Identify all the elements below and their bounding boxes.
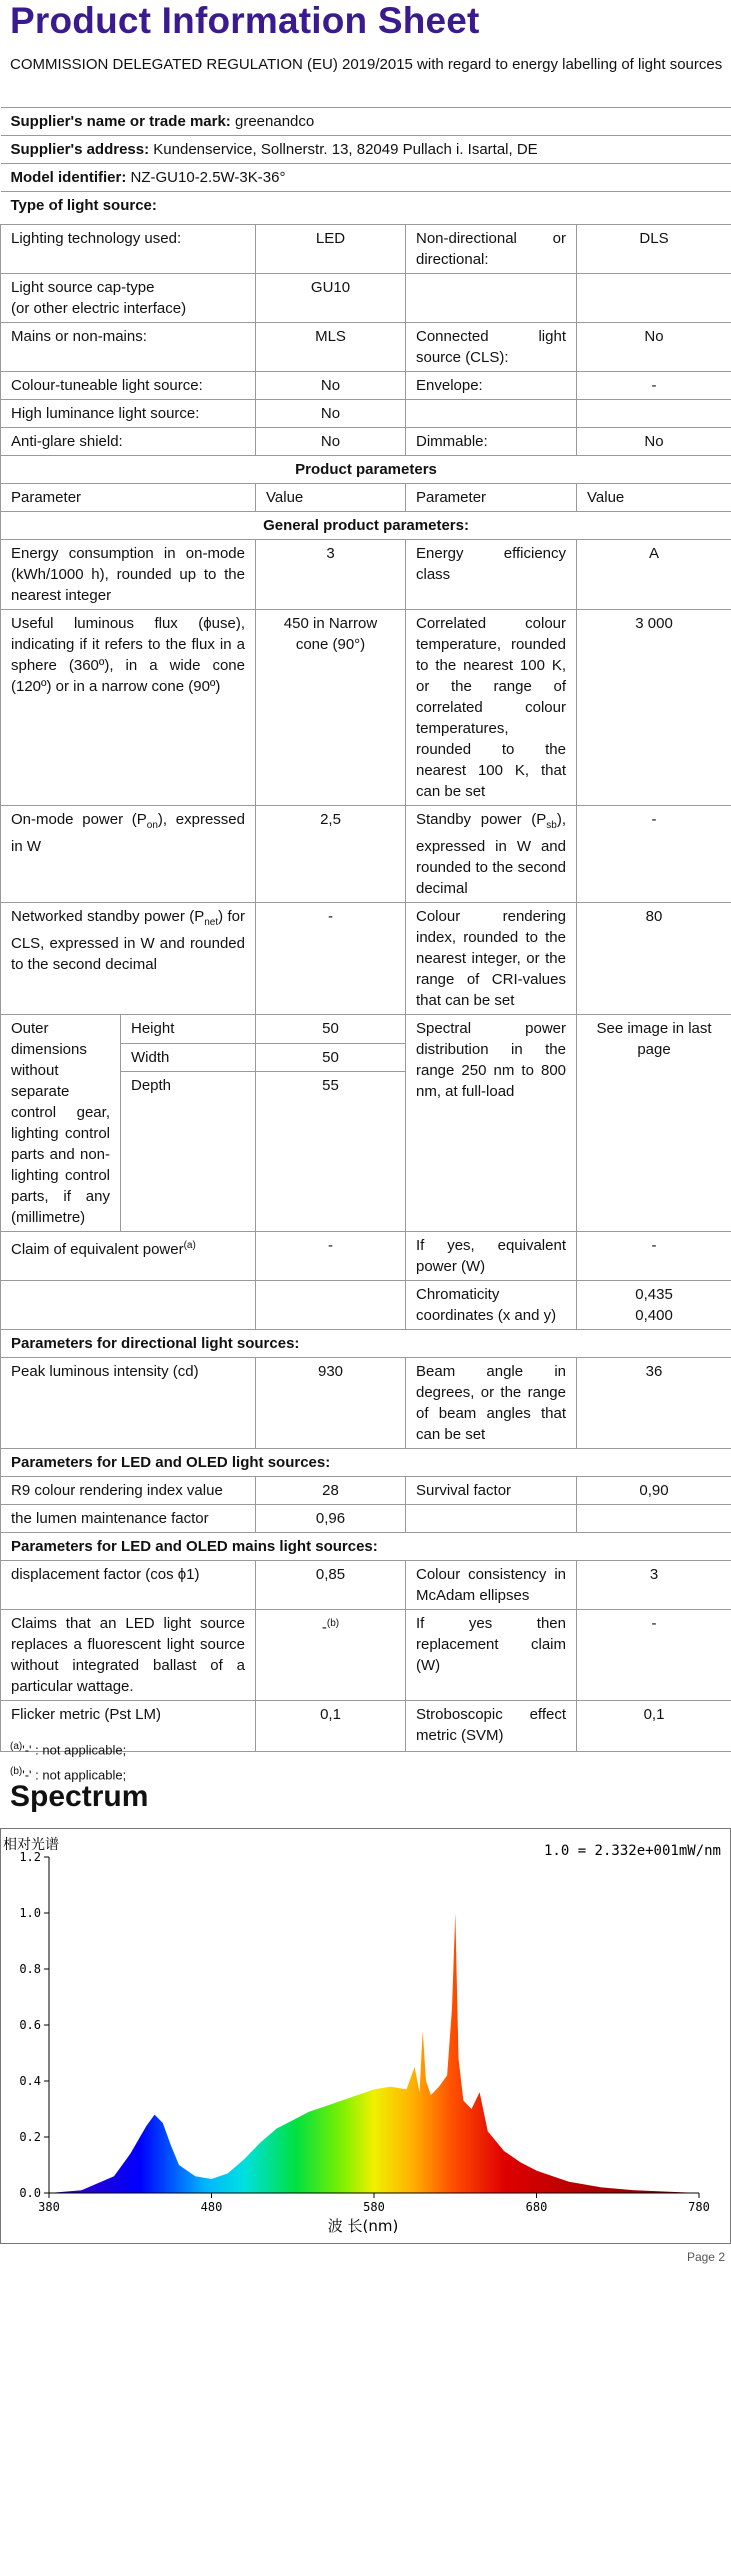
directional-heading: Parameters for directional light sources: (1, 1330, 731, 1358)
cap-value: GU10 (256, 274, 406, 323)
spectrum-heading: Spectrum (10, 1780, 149, 1813)
row-r9 (1, 1477, 731, 1505)
cct-value: 3 000 (577, 610, 731, 806)
supplier-name-label: Supplier's name or trade mark: (10, 113, 231, 130)
fluorescent-claim-label: Claims that an LED light source replaces a fluorescent light source without integrated ballast of a particular wattage. (1, 1610, 256, 1701)
mains-value: MLS (256, 323, 406, 372)
high-luminance-label: High luminance light source: (1, 400, 256, 428)
displacement-factor-value: 0,85 (256, 1561, 406, 1610)
product-parameters-heading: Product parameters (1, 456, 731, 484)
mains-label: Mains or non-mains: (1, 323, 256, 372)
chromaticity-label: Chromaticity coordinates (x and y) (406, 1281, 577, 1330)
on-mode-power-value: 2,5 (256, 806, 406, 903)
equivalent-watt-label: If yes, equivalent power (W) (406, 1232, 577, 1281)
model-identifier-value: NZ-GU10-2.5W-3K-36° (130, 169, 286, 186)
r9-value: 28 (256, 1477, 406, 1505)
tuneable-label: Colour-tuneable light source: (1, 372, 256, 400)
x-tick-label: 380 (38, 2200, 60, 2214)
cap-label: Light source cap-type (11, 279, 155, 296)
x-tick-label: 780 (688, 2200, 710, 2214)
survival-factor-value: 0,90 (577, 1477, 731, 1505)
lumen-maintenance-value: 0,96 (256, 1505, 406, 1533)
cls-label: Connected light source (CLS): (406, 323, 577, 372)
equivalent-watt-value: - (577, 1232, 731, 1281)
luminous-flux-label: Useful luminous flux (ϕuse), indicating if it refers to the flux in a sphere (360º), in a wide cone (120º) or in a narrow cone (90º) (1, 610, 256, 806)
high-luminance-value: No (256, 400, 406, 428)
on-mode-power-label: On-mode power $(P_{on})$, expressed in W (1, 806, 256, 903)
type-row-technology (1, 225, 731, 274)
dimmable-label: Dimmable: (406, 428, 577, 456)
directional-heading-row (1, 1330, 731, 1358)
tech-label: Lighting technology used: (1, 225, 256, 274)
cls-value: No (577, 323, 731, 372)
networked-standby-value: - (256, 903, 406, 1015)
supplier-address-label: Supplier's address: (10, 141, 150, 158)
col-header-value-2: Value (577, 484, 731, 512)
row-dimensions-height (1, 1015, 731, 1044)
led-heading-row (1, 1449, 731, 1477)
fluorescent-claim-value: -$^{(b)}$ (256, 1610, 406, 1701)
depth-label: Depth (121, 1072, 256, 1232)
equivalent-power-label: Claim of equivalent power$^{(a)}$ (1, 1232, 256, 1281)
row-lumen-maintenance (1, 1505, 731, 1533)
mains-heading-row (1, 1533, 731, 1561)
y-tick-label: 1.0 (19, 1906, 41, 1920)
type-row-high-luminance (1, 400, 731, 428)
type-heading-row (1, 192, 731, 225)
flicker-metric-label: Flicker metric (Pst LM) (1, 1701, 256, 1752)
dimmable-value: No (577, 428, 731, 456)
spectrum-area (49, 1913, 699, 2193)
page-number: Page 2 (686, 2250, 725, 2264)
row-displacement (1, 1561, 731, 1610)
stroboscopic-value: 0,1 (577, 1701, 731, 1752)
efficiency-class-value: A (577, 540, 731, 610)
efficiency-class-label: Energy efficiency class (406, 540, 577, 610)
col-header-value: Value (256, 484, 406, 512)
width-value: 50 (256, 1043, 406, 1072)
anti-glare-value: No (256, 428, 406, 456)
energy-consumption-value: 3 (256, 540, 406, 610)
survival-factor-label: Survival factor (406, 1477, 577, 1505)
replacement-claim-value: - (577, 1610, 731, 1701)
col-header-parameter-2: Parameter (406, 484, 577, 512)
general-parameters-heading: General product parameters: (1, 512, 731, 540)
colour-consistency-label: Colour consistency in McAdam ellipses (406, 1561, 577, 1610)
anti-glare-label: Anti-glare shield: (1, 428, 256, 456)
displacement-factor-label: displacement factor (cos ϕ1) (1, 1561, 256, 1610)
beam-angle-value: 36 (577, 1358, 731, 1449)
directional-value: DLS (577, 225, 731, 274)
footnote-b: $^{(b)}$'-' : not applicable; (10, 1766, 127, 1783)
spectral-distribution-value: See image in last page (577, 1015, 731, 1232)
document-title: Product Information Sheet (10, 0, 480, 41)
peak-intensity-label: Peak luminous intensity (cd) (1, 1358, 256, 1449)
r9-label: R9 colour rendering index value (1, 1477, 256, 1505)
stroboscopic-label: Stroboscopic effect metric (SVM) (406, 1701, 577, 1752)
envelope-label: Envelope: (406, 372, 577, 400)
mains-heading: Parameters for LED and OLED mains light sources: (1, 1533, 731, 1561)
row-power (1, 806, 731, 903)
document-subtitle: COMMISSION DELEGATED REGULATION (EU) 2019/2015 with regard to energy labelling of light sources (10, 56, 723, 73)
scale-note: 1.0 = 2.332e+001mW/nm (543, 1843, 721, 1859)
row-replacement-claim (1, 1610, 731, 1701)
cri-value: 80 (577, 903, 731, 1015)
replacement-claim-label: If yes then replacement claim (W) (406, 1610, 577, 1701)
y-tick-label: 0.8 (19, 1962, 41, 1976)
lumen-maintenance-label: the lumen maintenance factor (1, 1505, 256, 1533)
equivalent-power-value: - (256, 1232, 406, 1281)
tech-value: LED (256, 225, 406, 274)
col-header-parameter: Parameter (1, 484, 256, 512)
envelope-value: - (577, 372, 731, 400)
y-tick-label: 1.2 (19, 1850, 41, 1864)
column-header-row (1, 484, 731, 512)
row-flux (1, 610, 731, 806)
model-identifier-label: Model identifier: (10, 169, 127, 186)
standby-power-label: Standby power $(P_{sb})$, expressed in W and rounded to the second decimal (406, 806, 577, 903)
flicker-metric-value: 0,1 (256, 1701, 406, 1752)
y-tick-label: 0.6 (19, 2018, 41, 2032)
directional-label: Non-directional or directional: (406, 225, 577, 274)
chromaticity-value (577, 1281, 731, 1330)
supplier-address-row (1, 136, 731, 164)
y-tick-label: 0.4 (19, 2074, 41, 2088)
row-energy (1, 540, 731, 610)
cct-label: Correlated colour temperature, rounded to the nearest 100 K, or the range of correlated colour temperatures, rounded to the nearest 100 K, that can be set (406, 610, 577, 806)
chromaticity-y: 0,400 (635, 1307, 673, 1324)
type-row-anti-glare (1, 428, 731, 456)
depth-value: 55 (256, 1072, 406, 1232)
outer-dimensions-label: Outer dimensions without separate control gear, lighting control parts and non-lighting control parts, if any (millimetre) (1, 1015, 121, 1232)
row-chromaticity (1, 1281, 731, 1330)
row-networked (1, 903, 731, 1015)
row-peak (1, 1358, 731, 1449)
height-value: 50 (256, 1015, 406, 1044)
footnote-a: $^{(a)}$'-' : not applicable; (10, 1741, 127, 1758)
type-row-cap (1, 274, 731, 323)
product-information-table (0, 107, 731, 1752)
chromaticity-x: 0,435 (635, 1286, 673, 1303)
standby-power-value: - (577, 806, 731, 903)
y-tick-label: 0.0 (19, 2186, 41, 2200)
peak-intensity-value: 930 (256, 1358, 406, 1449)
luminous-flux-value: 450 in Narrow cone (90°) (256, 610, 406, 806)
type-row-mains (1, 323, 731, 372)
x-tick-label: 480 (200, 2200, 223, 2214)
x-tick-label: 580 (363, 2200, 385, 2214)
cap-label-note: (or other electric interface) (11, 300, 187, 317)
spectrum-chart (0, 1828, 731, 2244)
width-label: Width (121, 1043, 256, 1072)
supplier-name-value: greenandco (234, 113, 315, 130)
cri-label: Colour rendering index, rounded to the nearest integer, or the range of CRI-values that can be set (406, 903, 577, 1015)
led-heading: Parameters for LED and OLED light sources: (1, 1449, 731, 1477)
type-heading: Type of light source: (1, 192, 731, 225)
general-heading-row (1, 512, 731, 540)
colour-consistency-value: 3 (577, 1561, 731, 1610)
x-tick-label: 680 (525, 2200, 548, 2214)
y-tick-label: 0.2 (19, 2130, 41, 2144)
networked-standby-label: Networked standby power $(P_{net})$ for CLS, expressed in W and rounded to the second decimal (1, 903, 256, 1015)
energy-consumption-label: Energy consumption in on-mode (kWh/1000 h), rounded up to the nearest integer (1, 540, 256, 610)
x-axis-label: 波 长(nm) (327, 2217, 399, 2235)
beam-angle-label: Beam angle in degrees, or the range of beam angles that can be set (406, 1358, 577, 1449)
model-identifier-row (1, 164, 731, 192)
y-axis-label: 相对光谱 (3, 1837, 59, 1853)
spectrum-plot (1, 1829, 730, 2243)
tuneable-value: No (256, 372, 406, 400)
type-row-tuneable (1, 372, 731, 400)
height-label: Height (121, 1015, 256, 1044)
row-equivalent (1, 1232, 731, 1281)
supplier-address-value: Kundenservice, Sollnerstr. 13, 82049 Pullach i. Isartal, DE (153, 141, 538, 158)
spectral-distribution-label: Spectral power distribution in the range 250 nm to 800 nm, at full-load (406, 1015, 577, 1232)
supplier-name-row (1, 108, 731, 136)
product-parameters-heading-row (1, 456, 731, 484)
